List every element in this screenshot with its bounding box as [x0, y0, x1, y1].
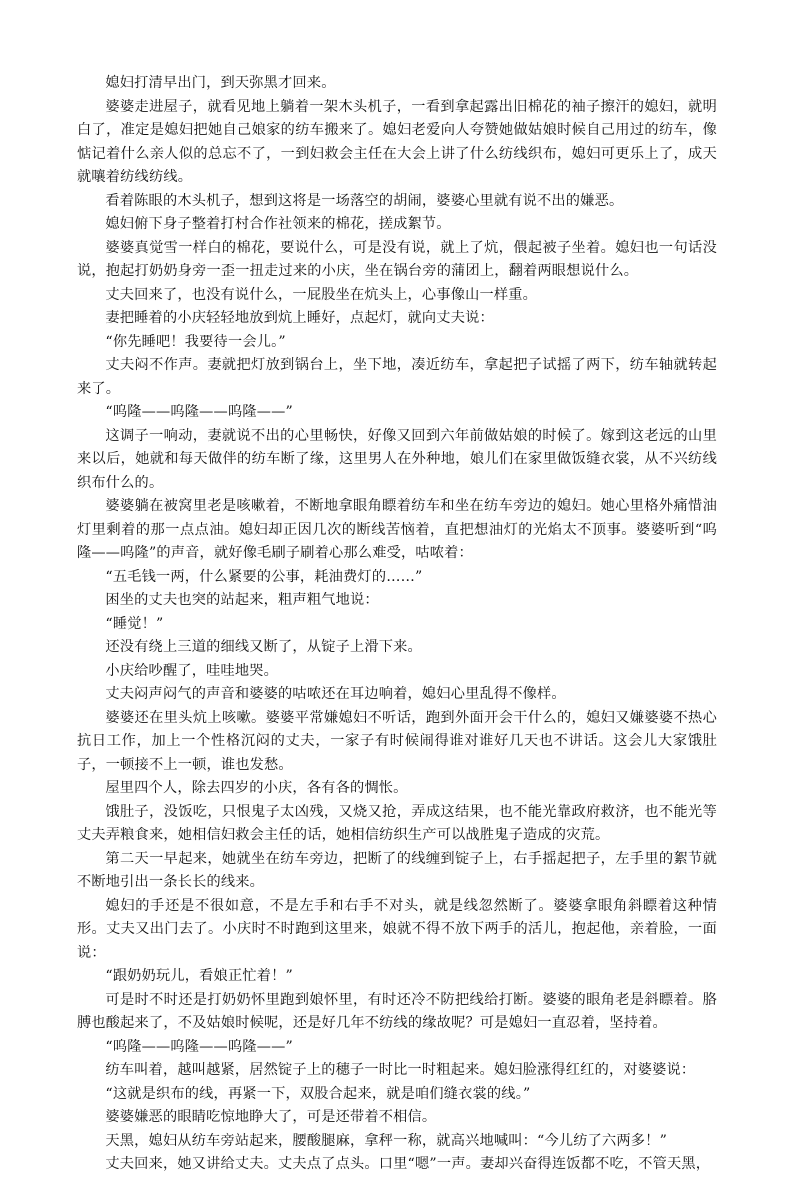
paragraph: 丈夫闷声闷气的声音和婆婆的咕哝还在耳边响着，媳妇心里乱得不像样。 — [105, 686, 566, 702]
paragraph: “你先睡吧！我要待一会儿。” — [105, 333, 286, 350]
paragraph: 媳妇的手还是不很如意，不是左手和右手不对头，就是线忽然断了。婆婆拿眼角斜瞟着这种情形。丈夫又出门去了。小庆时不时跑到这里来，娘就不得不放下两手的活儿，抱起他，亲着脸，一面说： — [77, 897, 717, 961]
paragraph: 纺车叫着，越叫越紧，居然锭子上的穗子一时比一时粗起来。媳妇脸涨得红红的，对婆婆说： — [105, 1062, 696, 1078]
paragraph: 丈夫回来了，也没有说什么，一屁股坐在炕头上，心事像山一样重。 — [105, 286, 538, 303]
paragraph: “呜隆——呜隆——呜隆——” — [105, 404, 293, 420]
paragraph: 屋里四个人，除去四岁的小庆，各有各的惆怅。 — [105, 780, 408, 796]
paragraph: 还没有绕上三道的细线又断了，从锭子上滑下来。 — [105, 639, 422, 655]
paragraph: 这调子一响动，妻就说不出的心里畅快，好像又回到六年前做姑娘的时候了。嫁到这老远的山里来以后，她就和每天做伴的纺车断了缘，这里男人在外种地，娘儿们在家里做饭缝衣裳，从不兴纺线织布什么的。 — [77, 427, 717, 491]
paragraph: 饿肚子，没饭吃，只恨鬼子太凶残，又烧又抢，弄成这结果，也不能光靠政府救济，也不能光等丈夫弄粮食来，她相信妇救会主任的话，她相信纺织生产可以战胜鬼子造成的灾荒。 — [77, 803, 717, 843]
paragraph: 困坐的丈夫也突的站起来，粗声粗气地说： — [105, 592, 379, 608]
paragraph: 媳妇打清早出门，到天弥黑才回来。 — [105, 75, 336, 91]
paragraph: 媳妇俯下身子整着打村合作社领来的棉花，搓成絮节。 — [105, 216, 451, 232]
paragraph: 看着陈眼的木头机子，想到这将是一场落空的胡闹，婆婆心里就有说不出的嫌恶。 — [105, 192, 624, 209]
paragraph: 天黑，媳妇从纺车旁站起来，腰酸腿麻，拿秤一称，就高兴地喊叫：“今儿纺了六两多！” — [105, 1132, 668, 1149]
paragraph: “这就是织布的线，再紧一下，双股合起来，就是咱们缝衣裳的线。” — [105, 1085, 531, 1102]
paragraph: “跟奶奶玩儿，看娘正忙着！” — [105, 968, 293, 984]
paragraph: 妻把睡着的小庆轻轻地放到炕上睡好，点起灯，就向丈夫说： — [105, 310, 494, 326]
paragraph: 小庆给吵醒了，哇哇地哭。 — [105, 662, 279, 679]
paragraph: 婆婆走进屋子，就看见地上躺着一架木头机子，一看到拿起露出旧棉花的袖子擦汗的媳妇，就明白了，准定是媳妇把她自己娘家的纺车搬来了。媳妇老爱向人夸赞她做姑娘时候自己用过的纺车，像惦记着什么亲人似的总忘不了，一到妇救会主任在大会上讲了什么纺线织布，媳妇可更乐上了，成天就嚷着纺线纺线。 — [77, 98, 717, 185]
paragraph: 丈夫回来，她又讲给丈夫。丈夫点了点头。口里“嗯”一声。妻却兴奋得连饭都不吃，不管天黑， — [105, 1156, 711, 1172]
paragraph: “睡觉！” — [105, 615, 164, 632]
paragraph: 婆婆躺在被窝里老是咳嗽着，不断地拿眼角瞟着纺车和坐在纺车旁边的媳妇。她心里格外痛惜油灯里剩着的那一点点油。媳妇却正因几次的断线苦恼着，直把想油灯的光焰太不顶事。婆婆听到“呜隆——呜隆”的声音，就好像毛刷子刷着心那么难受，咕哝着： — [77, 498, 717, 561]
paragraph: 可是时不时还是打奶奶怀里跑到娘怀里，有时还冷不防把线给打断。婆婆的眼角老是斜瞟着。胳膊也酸起来了，不及姑娘时候呢，还是好几年不纺线的缘故呢？可是媳妇一直忍着，坚持着。 — [77, 991, 717, 1031]
paragraph: 丈夫闷不作声。妻就把灯放到锅台上，坐下地，凑近纺车，拿起把子试摇了两下，纺车轴就转起来了。 — [77, 357, 717, 397]
paragraph: 婆婆嫌恶的眼睛吃惊地睁大了，可是还带着不相信。 — [105, 1109, 437, 1125]
story-text — [77, 72, 717, 1177]
paragraph: 婆婆真觉雪一样白的棉花，要说什么，可是没有说，就上了炕，偎起被子坐着。媳妇也一句话没说，抱起打奶奶身旁一歪一扭走过来的小庆，坐在锅台旁的蒲团上，翻着两眼想说什么。 — [77, 239, 717, 279]
paragraph: 第二天一早起来，她就坐在纺车旁边，把断了的线缠到锭子上，右手摇起把子，左手里的絮节就不断地引出一条长长的线来。 — [77, 850, 717, 890]
paragraph: 婆婆还在里头炕上咳嗽。婆婆平常嫌媳妇不听话，跑到外面开会干什么的，媳妇又嫌婆婆不热心抗日工作，加上一个性格沉闷的丈夫，一家子有时候闹得谁对谁好几天也不讲话。这会儿大家饿肚子，一顿接不上一顿，谁也发愁。 — [77, 709, 717, 773]
paragraph: “五毛钱一两，什么紧要的公事，耗油费灯的……” — [105, 568, 423, 585]
paragraph: “呜隆——呜隆——呜隆——” — [105, 1038, 293, 1055]
